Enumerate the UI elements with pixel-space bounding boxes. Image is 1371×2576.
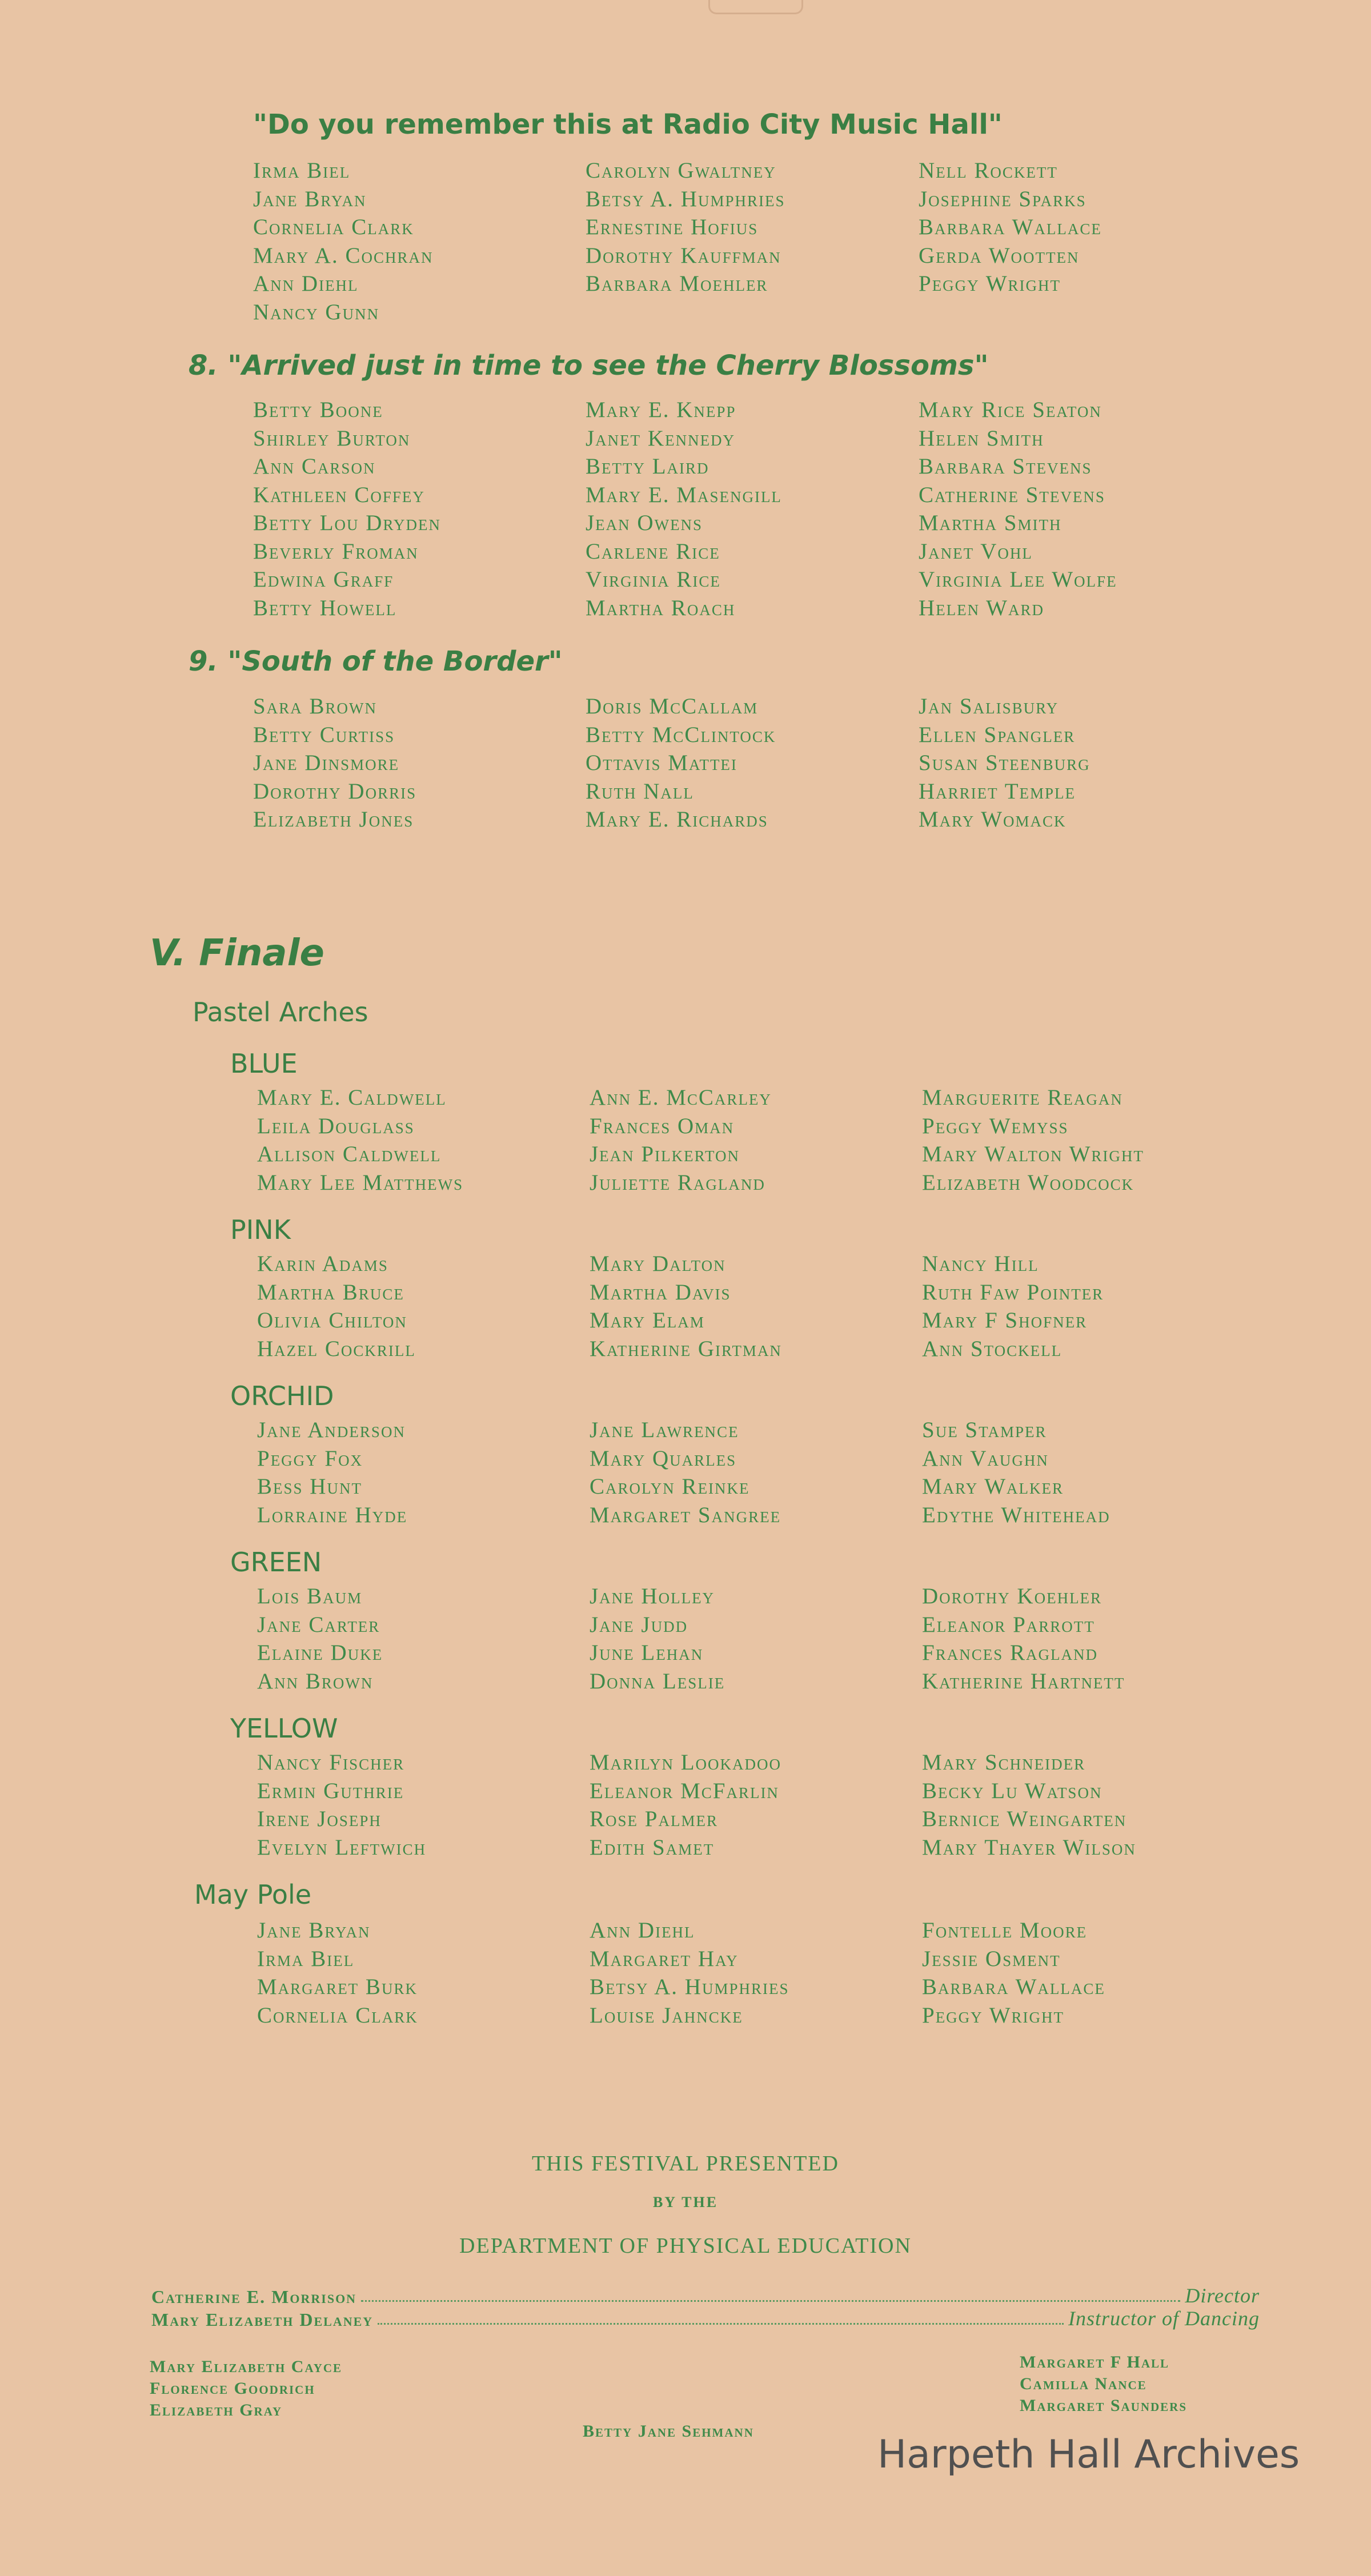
participant-name: Ann E. McCarley [590, 1085, 772, 1110]
participant-name: Jane Anderson [257, 1418, 406, 1442]
by-the-line: BY THE [652, 2194, 719, 2210]
participant-name: Lois Baum [257, 1584, 363, 1608]
section-9-col3 [919, 692, 1091, 834]
participant-name: Katherine Hartnett [922, 1668, 1125, 1694]
paper-tab-edge [708, 0, 803, 14]
participant-name: Betsy A. Humphries [586, 186, 785, 211]
participant-name: Barbara Stevens [919, 454, 1092, 479]
participant-name: Barbara Wallace [922, 1975, 1105, 1999]
participant-name: Mary E. Richards [586, 807, 768, 832]
participant-name: Jean Owens [586, 511, 703, 535]
participant-name: Olivia Chilton [257, 1308, 407, 1333]
group-orchid-label: ORCHID [230, 1381, 334, 1411]
participant-name: June Lehan [590, 1640, 704, 1665]
participant-name: Barbara Wallace [919, 215, 1102, 239]
participant-name: Mary Walton Wright [922, 1142, 1144, 1166]
participant-name: Florence Goodrich [150, 2379, 315, 2398]
participant-name: Eleanor McFarlin [590, 1778, 779, 1803]
participant-name: Kathleen Coffey [253, 482, 425, 507]
participant-name: Jean Pilkerton [590, 1142, 740, 1166]
participant-name: Rose Palmer [590, 1807, 718, 1831]
participant-name: Frances Ragland [922, 1640, 1098, 1665]
leader-dots [361, 2300, 1180, 2302]
participant-name: Gerda Wootten [919, 243, 1080, 268]
participant-name: Frances Oman [590, 1113, 735, 1138]
group-orchid-col1 [257, 1416, 407, 1529]
archives-watermark: Harpeth Hall Archives [877, 2432, 1300, 2477]
participant-name: Dorothy Koehler [922, 1584, 1103, 1608]
participant-name: Mary Elam [590, 1308, 705, 1333]
section-9-col2 [586, 692, 776, 834]
group-blue-col1 [257, 1084, 463, 1197]
participant-name: Ruth Faw Pointer [922, 1279, 1104, 1305]
participant-name: Betty Laird [586, 454, 709, 479]
participant-name: Becky Lu Watson [922, 1778, 1103, 1803]
participant-name: Mary E. Caldwell [257, 1085, 447, 1110]
department-line: DEPARTMENT OF PHYSICAL EDUCATION [459, 2234, 912, 2258]
participant-name: Mary Womack [919, 807, 1067, 832]
participant-name: Mary Walker [922, 1474, 1064, 1499]
participant-name: Jane Judd [590, 1612, 688, 1637]
assistants-left [150, 2356, 342, 2421]
participant-name: Barbara Moehler [586, 271, 768, 296]
participant-name: Martha Davis [590, 1279, 731, 1305]
festival-presented-line: THIS FESTIVAL PRESENTED [532, 2152, 839, 2176]
participant-name: Peggy Wright [919, 271, 1061, 296]
group-orchid-col2 [590, 1416, 781, 1529]
leader-dots [378, 2323, 1064, 2325]
participant-name: Betty McClintock [586, 722, 776, 747]
participant-name: Jane Carter [257, 1612, 380, 1637]
participant-name: Virginia Rice [586, 567, 721, 592]
may-pole-title: May Pole [194, 1879, 312, 1910]
finale-title: V. Finale [150, 932, 324, 974]
group-green-label: GREEN [230, 1547, 322, 1578]
participant-name: Peggy Wright [922, 2003, 1065, 2028]
participant-name: Sue Stamper [922, 1418, 1047, 1442]
participant-name: Peggy Wemyss [922, 1113, 1069, 1138]
participant-name: Eleanor Parrott [922, 1612, 1095, 1637]
participant-name: Mary E. Masengill [586, 482, 782, 507]
participant-name: Mary Lee Matthews [257, 1170, 464, 1195]
group-yellow-label: YELLOW [230, 1713, 338, 1744]
participant-name: Lorraine Hyde [257, 1502, 408, 1527]
staff-role: Director [1185, 2284, 1260, 2307]
participant-name: Margaret Hay [590, 1946, 739, 1971]
participant-name: Beverly Froman [253, 539, 419, 564]
participant-name: Mary Rice Seaton [919, 398, 1102, 422]
section-9-title: 9. "South of the Border" [189, 645, 563, 677]
participant-name: Carolyn Reinke [590, 1474, 750, 1499]
group-green-col1 [257, 1582, 383, 1695]
participant-name: Mary Quarles [590, 1446, 737, 1471]
participant-name: Jane Bryan [253, 186, 367, 211]
participant-name: Irma Biel [257, 1946, 355, 1971]
participant-name: Helen Smith [919, 426, 1044, 451]
participant-name: Camilla Nance [1020, 2374, 1147, 2393]
participant-name: Irene Joseph [257, 1807, 382, 1831]
radio-city-col1 [253, 157, 433, 326]
group-blue-col3 [922, 1084, 1144, 1197]
participant-name: Josephine Sparks [919, 186, 1087, 211]
participant-name: Cornelia Clark [257, 2003, 418, 2028]
participant-name: Nancy Hill [922, 1251, 1039, 1276]
participant-name: Virginia Lee Wolfe [919, 567, 1117, 592]
participant-name: Janet Kennedy [586, 426, 736, 451]
participant-name: Jane Bryan [257, 1918, 371, 1943]
participant-name: Mary Dalton [590, 1251, 726, 1276]
participant-name: Mary Schneider [922, 1750, 1086, 1775]
participant-name: Ermin Guthrie [257, 1778, 404, 1803]
may-pole-col2 [590, 1916, 789, 2029]
group-orchid-col3 [922, 1416, 1111, 1529]
group-pink-col1 [257, 1250, 416, 1363]
participant-name: Ruth Nall [586, 779, 694, 804]
radio-city-title: "Do you remember this at Radio City Music Hall" [253, 109, 1003, 141]
participant-name: Jan Salisbury [919, 694, 1059, 719]
participant-name: Peggy Fox [257, 1446, 363, 1471]
participant-name: Ottavis Mattei [586, 751, 737, 775]
participant-name: Mary E. Knepp [586, 398, 736, 422]
participant-name: Bernice Weingarten [922, 1807, 1127, 1831]
participant-name: Margaret Burk [257, 1975, 418, 1999]
section-8-col3 [919, 396, 1117, 622]
participant-name: Ann Diehl [253, 271, 359, 296]
assistants-right [1020, 2352, 1187, 2417]
participant-name: Louise Jahncke [590, 2003, 743, 2028]
participant-name: Elizabeth Gray [150, 2401, 283, 2419]
participant-name: Elizabeth Jones [253, 807, 414, 832]
participant-name: Mary Thayer Wilson [922, 1835, 1136, 1860]
radio-city-col3 [919, 157, 1102, 298]
group-green-col2 [590, 1582, 725, 1695]
participant-name: Martha Bruce [257, 1279, 404, 1305]
participant-name: Shirley Burton [253, 426, 411, 451]
participant-name: Carolyn Gwaltney [586, 158, 776, 183]
participant-name: Katherine Girtman [590, 1336, 782, 1361]
participant-name: Dorothy Dorris [253, 779, 417, 804]
participant-name: Jessie Osment [922, 1946, 1061, 1971]
participant-name: Dorothy Kauffman [586, 243, 781, 268]
participant-name: Leila Douglass [257, 1113, 415, 1138]
participant-name: Catherine Stevens [919, 482, 1105, 507]
participant-name: Margaret Sangree [590, 1502, 781, 1527]
participant-name: Irma Biel [253, 158, 351, 183]
group-yellow-col2 [590, 1748, 781, 1861]
participant-name: Marguerite Reagan [922, 1085, 1123, 1110]
participant-name: Elaine Duke [257, 1640, 383, 1665]
participant-name: Edwina Graff [253, 567, 394, 592]
participant-name: Martha Smith [919, 511, 1062, 535]
participant-name: Nancy Gunn [253, 299, 380, 324]
group-green-col3 [922, 1582, 1125, 1695]
group-yellow-col1 [257, 1748, 426, 1861]
participant-name: Betty Curtiss [253, 722, 395, 747]
participant-name: Mary Elizabeth Cayce [150, 2357, 343, 2376]
participant-name: Doris McCallam [586, 694, 759, 719]
section-9-col1 [253, 692, 416, 834]
may-pole-col1 [257, 1916, 418, 2029]
staff-name: Mary Elizabeth Delaney [151, 2309, 374, 2330]
participant-name: Ann Brown [257, 1668, 374, 1694]
participant-name: Ellen Spangler [919, 722, 1076, 747]
staff-row-director [151, 2284, 1260, 2308]
participant-name: Sara Brown [253, 694, 377, 719]
participant-name: Ernestine Hofius [586, 215, 759, 239]
participant-name: Hazel Cockrill [257, 1336, 416, 1361]
participant-name: Ann Stockell [922, 1336, 1063, 1361]
participant-name: Betty Howell [253, 595, 397, 620]
participant-name: Jane Lawrence [590, 1418, 739, 1442]
group-yellow-col3 [922, 1748, 1136, 1861]
participant-name: Carlene Rice [586, 539, 720, 564]
group-blue-col2 [590, 1084, 772, 1197]
participant-name: Jane Dinsmore [253, 751, 400, 775]
staff-role: Instructor of Dancing [1068, 2307, 1260, 2330]
participant-name: Nancy Fischer [257, 1750, 405, 1775]
participant-name: Harriet Temple [919, 779, 1076, 804]
staff-name: Catherine E. Morrison [151, 2286, 357, 2307]
participant-name: Betty Lou Dryden [253, 511, 441, 535]
participant-name: Betty Boone [253, 398, 383, 422]
participant-name: Donna Leslie [590, 1668, 725, 1694]
participant-name: Elizabeth Woodcock [922, 1170, 1135, 1195]
participant-name: Bess Hunt [257, 1474, 362, 1499]
participant-name: Susan Steenburg [919, 751, 1091, 775]
participant-name: Karin Adams [257, 1251, 388, 1276]
participant-name: Marilyn Lookadoo [590, 1750, 782, 1775]
participant-name: Allison Caldwell [257, 1142, 442, 1166]
participant-name: Margaret F Hall [1020, 2353, 1170, 2372]
section-8-col2 [586, 396, 782, 622]
participant-name: Mary A. Cochran [253, 243, 434, 268]
group-blue-label: BLUE [230, 1048, 298, 1079]
participant-name: Juliette Ragland [590, 1170, 765, 1195]
section-8-title: 8. "Arrived just in time to see the Cherry Blossoms" [189, 350, 989, 382]
staff-row-dance-instructor [151, 2306, 1260, 2330]
participant-name: Janet Vohl [919, 539, 1033, 564]
participant-name: Jane Holley [590, 1584, 715, 1608]
participant-name: Martha Roach [586, 595, 736, 620]
participant-name: Nell Rockett [919, 158, 1058, 183]
may-pole-col3 [922, 1916, 1105, 2029]
participant-name: Ann Diehl [590, 1918, 695, 1943]
participant-name: Edythe Whitehead [922, 1502, 1111, 1527]
participant-name: Ann Vaughn [922, 1446, 1049, 1471]
participant-name: Ann Carson [253, 454, 376, 479]
group-pink-label: PINK [230, 1214, 291, 1245]
participant-name: Fontelle Moore [922, 1918, 1088, 1943]
group-pink-col2 [590, 1250, 782, 1363]
participant-name: Helen Ward [919, 595, 1045, 620]
participant-name: Mary F Shofner [922, 1308, 1088, 1333]
radio-city-col2 [586, 157, 785, 298]
assistant-center: Betty Jane Sehmann [583, 2422, 754, 2441]
participant-name: Betsy A. Humphries [590, 1975, 789, 1999]
participant-name: Margaret Saunders [1020, 2396, 1188, 2415]
pastel-arches-title: Pastel Arches [193, 997, 368, 1028]
participant-name: Cornelia Clark [253, 215, 414, 239]
section-8-col1 [253, 396, 441, 622]
group-pink-col3 [922, 1250, 1104, 1363]
participant-name: Edith Samet [590, 1835, 715, 1860]
participant-name: Evelyn Leftwich [257, 1835, 427, 1860]
